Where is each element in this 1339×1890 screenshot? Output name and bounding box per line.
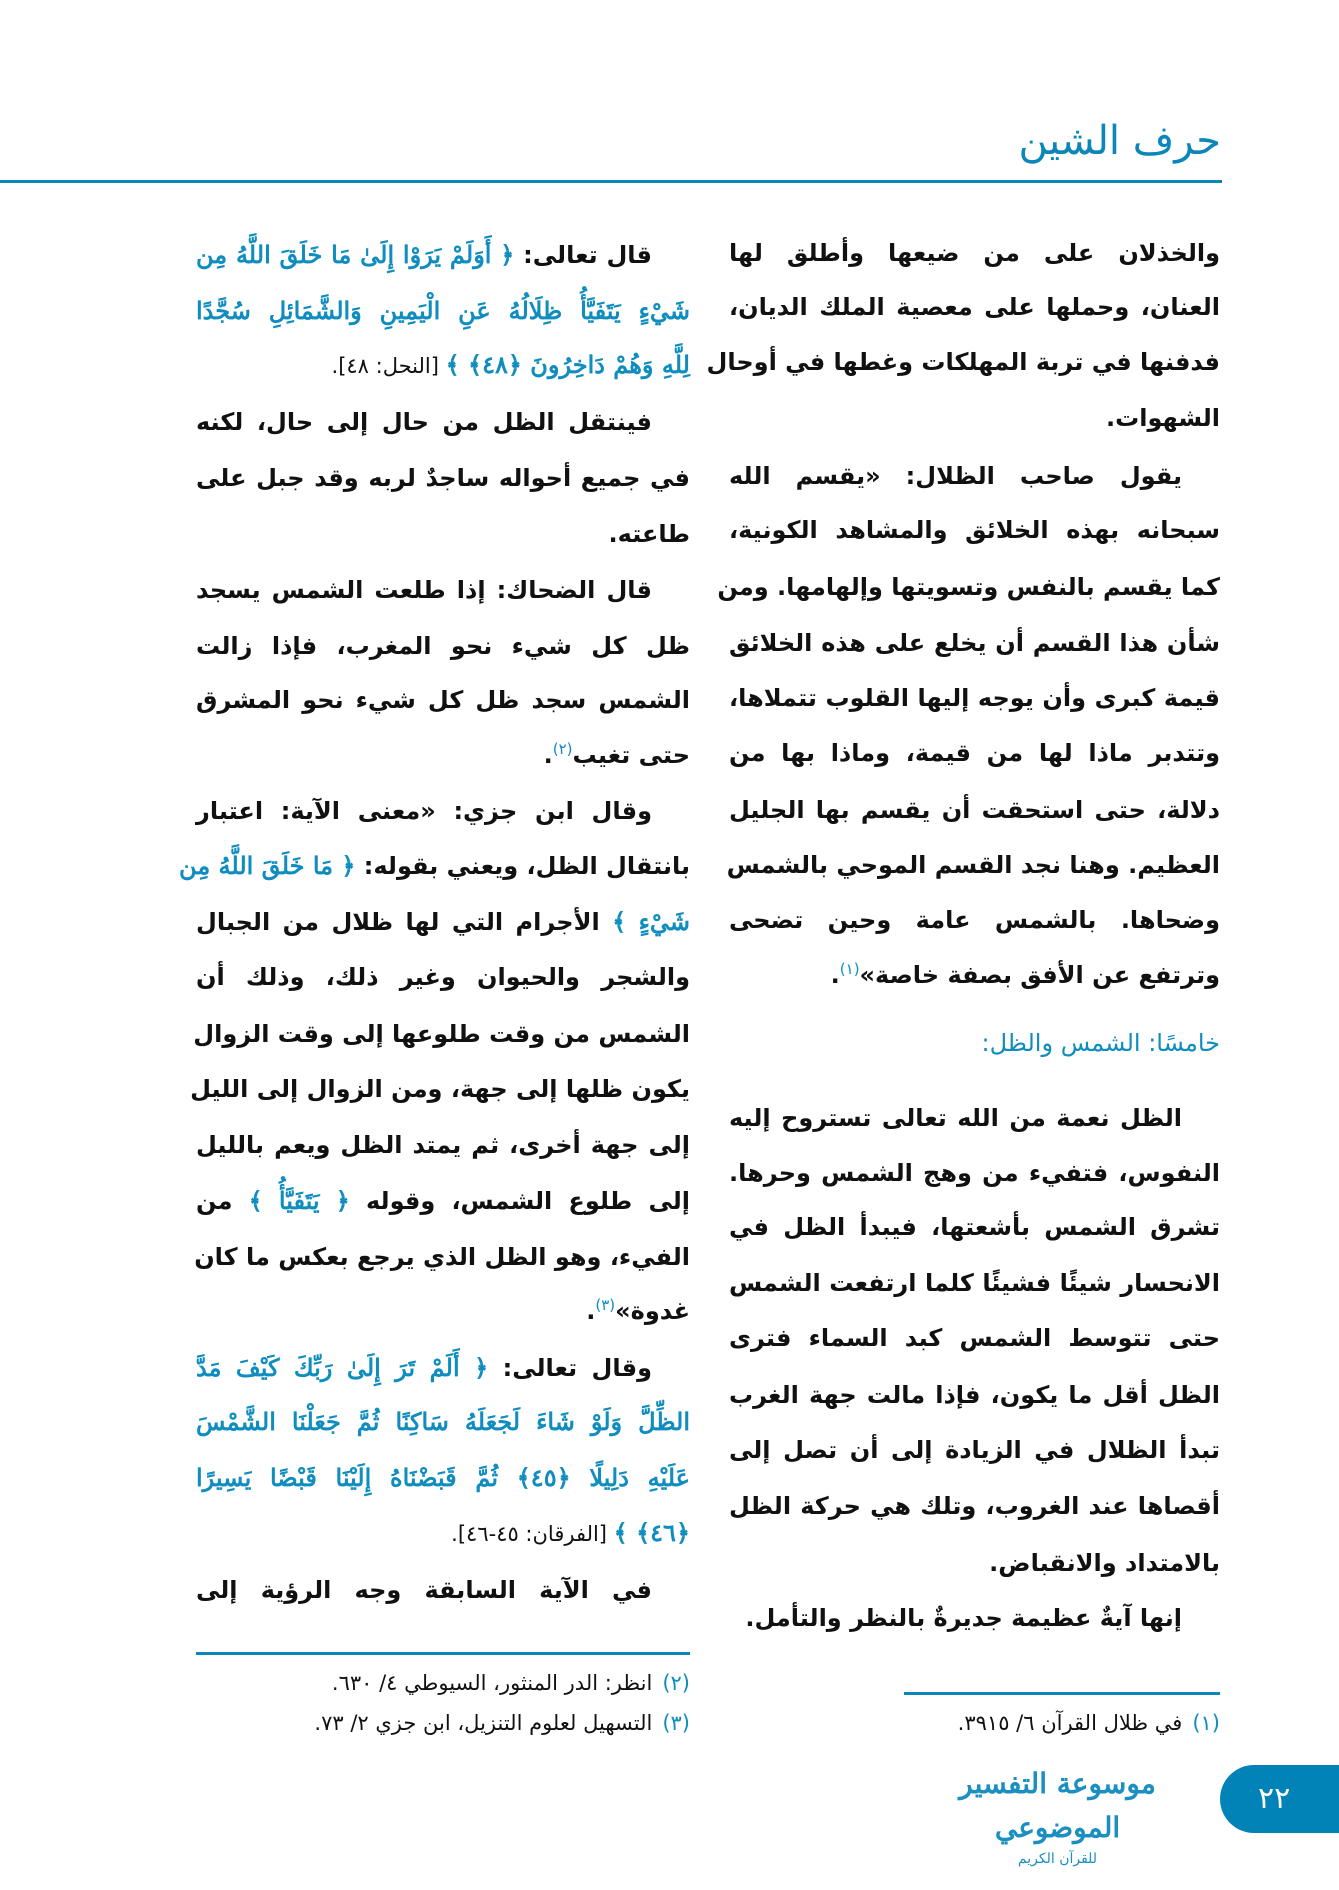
text-line bbox=[196, 1232, 690, 1282]
body-text: الظل أقل ما يكون، فإذا مالت جهة الغرب bbox=[729, 1381, 1220, 1409]
body-text: الشهوات. bbox=[1105, 404, 1220, 432]
body-text: قال تعالى: bbox=[514, 241, 652, 269]
heading-text: خامسًا: الشمس والظل: bbox=[981, 1029, 1220, 1057]
footnote-marker: (١) bbox=[839, 960, 860, 978]
body-text: الأجرام التي لها ظلال من الجبال bbox=[196, 908, 613, 936]
text-line bbox=[729, 1370, 1220, 1420]
quran-verse: الظِّلَّ وَلَوْ شَاءَ لَجَعَلَهُ سَاكِنًا ثُمَّ جَعَلْنَا الشَّمْسَ bbox=[196, 1407, 690, 1436]
body-text: سبحانه بهذه الخلائق والمشاهد الكونية، bbox=[729, 516, 1220, 544]
text-line bbox=[729, 1538, 1220, 1588]
body-text: وقال تعالى: bbox=[488, 1354, 653, 1382]
footnote-rule-left bbox=[196, 1652, 690, 1655]
footnote-number: (١) bbox=[1192, 1711, 1220, 1735]
body-text: إنها آيةٌ عظيمة جديرةٌ بالنظر والتأمل. bbox=[745, 1604, 1182, 1632]
body-text: الانحسار شيئًا فشيئًا كلما ارتفعت الشمس bbox=[729, 1269, 1220, 1297]
body-text: أقصاها عند الغروب، وتلك هي حركة الظل bbox=[729, 1492, 1220, 1520]
body-text: النفوس، فتفيء من وهج الشمس وحرها. bbox=[729, 1159, 1220, 1187]
text-line bbox=[196, 1120, 690, 1170]
body-text: طاعته. bbox=[608, 520, 690, 548]
text-line bbox=[729, 785, 1220, 835]
quran-verse: ﴿ يَتَفَيَّأُ ﴾ bbox=[248, 1186, 350, 1215]
body-text: كما يقسم بالنفس وتسويتها وإلهامها. ومن bbox=[717, 573, 1220, 601]
text-line bbox=[729, 451, 1220, 501]
body-text: وترتفع عن الأفق بصفة خاصة» bbox=[859, 961, 1220, 989]
footnote-marker: (٢) bbox=[552, 740, 573, 758]
text-line bbox=[729, 1093, 1220, 1143]
body-text: تشرق الشمس بأشعتها، فيبدأ الظل في bbox=[729, 1213, 1220, 1241]
page-number: ٢٢ bbox=[1220, 1765, 1339, 1833]
body-text: في جميع أحواله ساجدٌ لربه وقد جبل على bbox=[196, 464, 690, 492]
body-text: قيمة كبرى وأن يوجه إليها القلوب تتملاها، bbox=[729, 684, 1220, 712]
text-line bbox=[196, 621, 690, 671]
body-text: العنان، وحملها على معصية الملك الديان، bbox=[729, 293, 1220, 321]
footnote bbox=[314, 1708, 690, 1738]
encyclopedia-logo bbox=[935, 1762, 1180, 1867]
text-line bbox=[196, 286, 690, 336]
body-text: . bbox=[830, 961, 840, 989]
body-text: . bbox=[543, 741, 553, 769]
footnote-text: التسهيل لعلوم التنزيل، ابن جزي ٢/ ٧٣. bbox=[314, 1711, 653, 1735]
quran-verse: لِلَّهِ وَهُمْ دَاخِرُونَ ﴿٤٨﴾ ﴾ bbox=[445, 350, 690, 379]
body-text: وتتدبر ماذا لها من قيمة، وماذا بها من bbox=[729, 739, 1220, 767]
quran-verse: ﴿ أَلَمْ تَرَ إِلَىٰ رَبِّكَ كَيْفَ مَدَّ bbox=[196, 1353, 489, 1382]
body-text: ظل كل شيء نحو المغرب، فإذا زالت bbox=[196, 632, 690, 660]
left-column bbox=[179, 0, 690, 1650]
text-line bbox=[193, 1009, 690, 1059]
text-line bbox=[196, 565, 690, 615]
body-text: الشمس سجد ظل كل شيء نحو المشرق bbox=[196, 686, 690, 714]
text-line bbox=[196, 230, 690, 280]
body-text: دلالة، حتى استحقت أن يقسم بها الجليل bbox=[729, 796, 1220, 824]
text-line bbox=[729, 228, 1220, 278]
body-text: العظيم. وهنا نجد القسم الموحي بالشمس bbox=[726, 851, 1220, 879]
body-text: الفيء، وهو الظل الذي يرجع بعكس ما كان bbox=[194, 1243, 690, 1271]
right-column bbox=[706, 0, 1220, 1650]
section-heading bbox=[729, 1018, 1220, 1068]
text-line bbox=[729, 673, 1220, 723]
text-line bbox=[196, 453, 690, 503]
text-line bbox=[196, 786, 690, 836]
text-line bbox=[196, 509, 690, 559]
footnote-number: (٣) bbox=[662, 1711, 690, 1735]
footnote-number: (٢) bbox=[662, 1671, 690, 1695]
text-line bbox=[729, 1148, 1220, 1198]
body-text: يكون ظلها إلى جهة، ومن الزوال إلى الليل bbox=[190, 1075, 690, 1103]
text-line bbox=[729, 1481, 1220, 1531]
body-text: حتى تتوسط الشمس كبد السماء فترى bbox=[729, 1324, 1220, 1352]
quran-verse: عَلَيْهِ دَلِيلًا ﴿٤٥﴾ ثُمَّ قَبَضْنَاهُ إِلَيْنَا قَبْضًا يَسِيرًا bbox=[196, 1463, 690, 1492]
body-text: الشمس من وقت طلوعها إلى وقت الزوال bbox=[193, 1020, 690, 1048]
text-line bbox=[729, 1258, 1220, 1308]
footnote bbox=[332, 1668, 690, 1698]
text-line bbox=[706, 337, 1220, 387]
verse-reference: [النحل: ٤٨]. bbox=[331, 354, 446, 378]
footnote bbox=[958, 1708, 1220, 1738]
body-text: بالامتداد والانقباض. bbox=[989, 1549, 1220, 1577]
text-line bbox=[729, 950, 1220, 1000]
text-line bbox=[196, 340, 690, 390]
footnote-rule-right bbox=[904, 1692, 1220, 1695]
body-text: إلى طلوع الشمس، وقوله bbox=[349, 1187, 690, 1215]
text-line bbox=[726, 840, 1220, 890]
footnote-marker: (٣) bbox=[595, 1296, 616, 1314]
body-text: وقال ابن جزي: «معنى الآية: اعتبار bbox=[196, 797, 652, 825]
verse-reference: [الفرقان: ٤٥-٤٦]. bbox=[451, 1522, 614, 1546]
text-line bbox=[190, 1064, 690, 1114]
body-text: فدفنها في تربة المهلكات وغطها في أوحال bbox=[706, 348, 1220, 376]
text-line bbox=[196, 952, 690, 1002]
text-line bbox=[729, 282, 1220, 332]
text-line bbox=[196, 1508, 690, 1558]
text-line bbox=[196, 730, 690, 780]
footnote-text: انظر: الدر المنثور، السيوطي ٤/ ٦٣٠. bbox=[331, 1671, 653, 1695]
text-line bbox=[196, 1176, 690, 1226]
text-line bbox=[196, 1565, 690, 1615]
quran-verse: ﴿ مَا خَلَقَ اللَّهُ مِن bbox=[179, 851, 356, 880]
body-text: فينتقل الظل من حال إلى حال، لكنه bbox=[196, 408, 652, 436]
body-text: والشجر والحيوان وغير ذلك، وذلك أن bbox=[196, 963, 690, 991]
text-line bbox=[729, 393, 1220, 443]
text-line bbox=[196, 397, 690, 447]
body-text: . bbox=[586, 1297, 596, 1325]
body-text: يقول صاحب الظلال: «يقسم الله bbox=[729, 462, 1182, 490]
text-line bbox=[196, 1453, 690, 1503]
body-text: غدوة» bbox=[615, 1297, 690, 1325]
text-line bbox=[179, 841, 690, 891]
quran-verse: شَيْءٍ يَتَفَيَّأُ ظِلَالُهُ عَنِ الْيَمِينِ وَالشَّمَائِلِ سُجَّدًا bbox=[196, 296, 690, 325]
text-line bbox=[196, 1397, 690, 1447]
text-line bbox=[729, 618, 1220, 668]
quran-verse: ﴿٤٦﴾ ﴾ bbox=[613, 1518, 690, 1547]
text-line bbox=[729, 1593, 1220, 1643]
body-text: في الآية السابقة وجه الرؤية إلى bbox=[196, 1576, 652, 1604]
quran-verse: شَيْءٍ ﴾ bbox=[612, 907, 690, 936]
body-text: تبدأ الظلال في الزيادة إلى أن تصل إلى bbox=[729, 1436, 1220, 1464]
text-line bbox=[729, 1313, 1220, 1363]
logo-subtitle: للقرآن الكريم bbox=[1017, 1851, 1098, 1867]
body-text: الظل نعمة من الله تعالى تستروح إليه bbox=[729, 1104, 1182, 1132]
body-text: حتى تغيب bbox=[572, 741, 690, 769]
body-text: وضحاها. بالشمس عامة وحين تضحى bbox=[729, 906, 1220, 934]
body-text: من bbox=[196, 1187, 249, 1215]
text-line bbox=[196, 1343, 690, 1393]
text-line bbox=[717, 562, 1220, 612]
text-line bbox=[729, 1202, 1220, 1252]
text-line bbox=[196, 675, 690, 725]
text-line bbox=[729, 728, 1220, 778]
body-text: والخذلان على من ضيعها وأطلق لها bbox=[729, 239, 1220, 267]
chapter-title: حرف الشين bbox=[1018, 118, 1221, 164]
body-text: شأن هذا القسم أن يخلع على هذه الخلائق bbox=[729, 629, 1220, 657]
text-line bbox=[729, 505, 1220, 555]
body-text: قال الضحاك: إذا طلعت الشمس يسجد bbox=[196, 576, 652, 604]
logo-title: موسوعة التفسير الموضوعي bbox=[959, 1767, 1156, 1844]
quran-verse: ﴿ أَوَلَمْ يَرَوْا إِلَىٰ مَا خَلَقَ اللَّهُ مِن bbox=[196, 240, 515, 269]
text-line bbox=[729, 1425, 1220, 1475]
text-line bbox=[196, 897, 690, 947]
body-text: إلى جهة أخرى، ثم يمتد الظل ويعم بالليل bbox=[196, 1131, 690, 1159]
body-text: بانتقال الظل، ويعني بقوله: bbox=[355, 852, 690, 880]
footnote-text: في ظلال القرآن ٦/ ٣٩١٥. bbox=[957, 1711, 1183, 1735]
text-line bbox=[196, 1286, 690, 1336]
text-line bbox=[729, 895, 1220, 945]
